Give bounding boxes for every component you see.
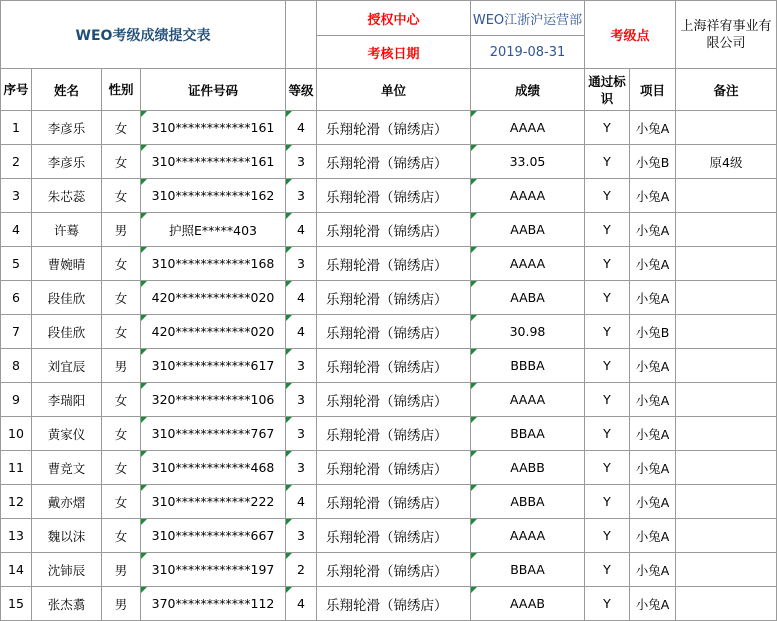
pass-cell: Y — [585, 213, 630, 247]
level-cell: 3 — [286, 451, 317, 485]
item-cell: 小兔A — [630, 383, 676, 417]
id-number-cell: 护照E*****403 — [141, 213, 286, 247]
item-cell: 小兔A — [630, 349, 676, 383]
gender-cell: 女 — [102, 485, 141, 519]
seq-cell: 10 — [1, 417, 32, 451]
gender-cell: 女 — [102, 519, 141, 553]
unit-cell: 乐翔轮滑（锦绣店） — [317, 349, 471, 383]
id-number-cell: 310************168 — [141, 247, 286, 281]
table-row — [1, 213, 777, 247]
id-number-cell: 420************020 — [141, 315, 286, 349]
gender-cell: 女 — [102, 247, 141, 281]
pass-cell: Y — [585, 451, 630, 485]
table-row — [1, 519, 777, 553]
level-cell: 4 — [286, 281, 317, 315]
level-cell: 4 — [286, 213, 317, 247]
unit-cell: 乐翔轮滑（锦绣店） — [317, 451, 471, 485]
name-cell: 李彦乐 — [32, 145, 102, 179]
seq-cell: 9 — [1, 383, 32, 417]
remark-cell — [676, 485, 777, 519]
id-number-cell: 320************106 — [141, 383, 286, 417]
pass-cell: Y — [585, 281, 630, 315]
level-cell: 3 — [286, 417, 317, 451]
seq-cell: 11 — [1, 451, 32, 485]
form-title: WEO考级成绩提交表 — [1, 1, 286, 69]
seq-cell: 1 — [1, 111, 32, 145]
id-number-cell: 310************161 — [141, 145, 286, 179]
score-cell: BBBA — [471, 349, 585, 383]
remark-cell — [676, 247, 777, 281]
item-cell: 小兔A — [630, 519, 676, 553]
item-cell: 小兔B — [630, 315, 676, 349]
remark-cell: 原4级 — [676, 145, 777, 179]
unit-cell: 乐翔轮滑（锦绣店） — [317, 111, 471, 145]
unit-cell: 乐翔轮滑（锦绣店） — [317, 519, 471, 553]
score-cell: BBAA — [471, 553, 585, 587]
id-number-cell: 310************767 — [141, 417, 286, 451]
table-row — [1, 349, 777, 383]
remark-cell — [676, 383, 777, 417]
col-id-header: 证件号码 — [141, 69, 286, 111]
seq-cell: 3 — [1, 179, 32, 213]
seq-cell: 7 — [1, 315, 32, 349]
col-remark-header: 备注 — [676, 69, 777, 111]
id-number-cell: 310************468 — [141, 451, 286, 485]
level-cell: 3 — [286, 383, 317, 417]
gender-cell: 女 — [102, 451, 141, 485]
gender-cell: 男 — [102, 587, 141, 621]
remark-cell — [676, 213, 777, 247]
table-row — [1, 145, 777, 179]
column-header-row — [1, 69, 777, 111]
exam-site-label: 考级点 — [585, 1, 676, 69]
name-cell: 朱芯蕊 — [32, 179, 102, 213]
gender-cell: 女 — [102, 111, 141, 145]
table-row — [1, 247, 777, 281]
id-number-cell: 310************667 — [141, 519, 286, 553]
table-row — [1, 553, 777, 587]
seq-cell: 12 — [1, 485, 32, 519]
unit-cell: 乐翔轮滑（锦绣店） — [317, 587, 471, 621]
table-row — [1, 315, 777, 349]
pass-cell: Y — [585, 485, 630, 519]
score-cell: AAAA — [471, 247, 585, 281]
pass-cell: Y — [585, 587, 630, 621]
col-score-header: 成绩 — [471, 69, 585, 111]
unit-cell: 乐翔轮滑（锦绣店） — [317, 417, 471, 451]
remark-cell — [676, 519, 777, 553]
pass-cell: Y — [585, 315, 630, 349]
seq-cell: 14 — [1, 553, 32, 587]
score-cell: AAAA — [471, 179, 585, 213]
level-cell: 4 — [286, 315, 317, 349]
pass-cell: Y — [585, 519, 630, 553]
id-number-cell: 310************222 — [141, 485, 286, 519]
remark-cell — [676, 349, 777, 383]
id-number-cell: 310************617 — [141, 349, 286, 383]
level-cell: 3 — [286, 247, 317, 281]
blank-cell — [286, 1, 317, 69]
name-cell: 曹竞文 — [32, 451, 102, 485]
pass-cell: Y — [585, 145, 630, 179]
seq-cell: 15 — [1, 587, 32, 621]
table-row — [1, 179, 777, 213]
item-cell: 小兔A — [630, 417, 676, 451]
level-cell: 3 — [286, 145, 317, 179]
score-cell: AABA — [471, 281, 585, 315]
seq-cell: 4 — [1, 213, 32, 247]
exam-date-value: 2019-08-31 — [471, 36, 585, 69]
gender-cell: 男 — [102, 553, 141, 587]
name-cell: 段佳欣 — [32, 315, 102, 349]
unit-cell: 乐翔轮滑（锦绣店） — [317, 553, 471, 587]
level-cell: 4 — [286, 587, 317, 621]
item-cell: 小兔A — [630, 111, 676, 145]
table-row — [1, 383, 777, 417]
remark-cell — [676, 451, 777, 485]
score-cell: 30.98 — [471, 315, 585, 349]
id-number-cell: 310************197 — [141, 553, 286, 587]
item-cell: 小兔B — [630, 145, 676, 179]
unit-cell: 乐翔轮滑（锦绣店） — [317, 281, 471, 315]
gender-cell: 男 — [102, 213, 141, 247]
score-cell: BBAA — [471, 417, 585, 451]
name-cell: 魏以沫 — [32, 519, 102, 553]
item-cell: 小兔A — [630, 485, 676, 519]
seq-cell: 2 — [1, 145, 32, 179]
pass-cell: Y — [585, 111, 630, 145]
unit-cell: 乐翔轮滑（锦绣店） — [317, 315, 471, 349]
level-cell: 4 — [286, 111, 317, 145]
name-cell: 戴亦熠 — [32, 485, 102, 519]
auth-center-value: WEO江浙沪运营部 — [471, 1, 585, 36]
gender-cell: 女 — [102, 281, 141, 315]
col-gender-header: 性别 — [102, 69, 141, 111]
auth-center-label: 授权中心 — [317, 1, 471, 36]
remark-cell — [676, 417, 777, 451]
id-number-cell: 420************020 — [141, 281, 286, 315]
item-cell: 小兔A — [630, 213, 676, 247]
score-cell: AAAA — [471, 111, 585, 145]
score-cell: 33.05 — [471, 145, 585, 179]
seq-cell: 8 — [1, 349, 32, 383]
pass-cell: Y — [585, 553, 630, 587]
pass-cell: Y — [585, 179, 630, 213]
id-number-cell: 370************112 — [141, 587, 286, 621]
name-cell: 许蓦 — [32, 213, 102, 247]
gender-cell: 女 — [102, 383, 141, 417]
item-cell: 小兔A — [630, 553, 676, 587]
score-cell: AABA — [471, 213, 585, 247]
unit-cell: 乐翔轮滑（锦绣店） — [317, 485, 471, 519]
gender-cell: 女 — [102, 417, 141, 451]
unit-cell: 乐翔轮滑（锦绣店） — [317, 179, 471, 213]
level-cell: 4 — [286, 485, 317, 519]
item-cell: 小兔A — [630, 451, 676, 485]
table-row — [1, 587, 777, 621]
unit-cell: 乐翔轮滑（锦绣店） — [317, 383, 471, 417]
col-level-header: 等级 — [286, 69, 317, 111]
id-number-cell: 310************161 — [141, 111, 286, 145]
table-row — [1, 417, 777, 451]
name-cell: 李瑞阳 — [32, 383, 102, 417]
table-row — [1, 111, 777, 145]
gender-cell: 男 — [102, 349, 141, 383]
remark-cell — [676, 281, 777, 315]
score-cell: ABBA — [471, 485, 585, 519]
col-seq-header: 序号 — [1, 69, 32, 111]
pass-cell: Y — [585, 417, 630, 451]
seq-cell: 5 — [1, 247, 32, 281]
table-row — [1, 451, 777, 485]
name-cell: 段佳欣 — [32, 281, 102, 315]
col-name-header: 姓名 — [32, 69, 102, 111]
level-cell: 3 — [286, 179, 317, 213]
level-cell: 3 — [286, 349, 317, 383]
remark-cell — [676, 553, 777, 587]
col-pass-header: 通过标识 — [585, 69, 630, 111]
gender-cell: 女 — [102, 145, 141, 179]
table-row — [1, 485, 777, 519]
name-cell: 黄家仪 — [32, 417, 102, 451]
name-cell: 李彦乐 — [32, 111, 102, 145]
id-number-cell: 310************162 — [141, 179, 286, 213]
name-cell: 刘宜辰 — [32, 349, 102, 383]
col-item-header: 项目 — [630, 69, 676, 111]
name-cell: 沈铈辰 — [32, 553, 102, 587]
gender-cell: 女 — [102, 179, 141, 213]
score-cell: AAAA — [471, 519, 585, 553]
score-cell: AAAA — [471, 383, 585, 417]
table-row — [1, 281, 777, 315]
remark-cell — [676, 111, 777, 145]
name-cell: 张杰翥 — [32, 587, 102, 621]
score-cell: AABB — [471, 451, 585, 485]
exam-date-label: 考核日期 — [317, 36, 471, 69]
remark-cell — [676, 315, 777, 349]
pass-cell: Y — [585, 247, 630, 281]
level-cell: 3 — [286, 519, 317, 553]
unit-cell: 乐翔轮滑（锦绣店） — [317, 213, 471, 247]
item-cell: 小兔A — [630, 247, 676, 281]
col-unit-header: 单位 — [317, 69, 471, 111]
seq-cell: 13 — [1, 519, 32, 553]
remark-cell — [676, 179, 777, 213]
seq-cell: 6 — [1, 281, 32, 315]
exam-site-value: 上海祥宥事业有限公司 — [676, 1, 777, 69]
pass-cell: Y — [585, 349, 630, 383]
name-cell: 曹婉晴 — [32, 247, 102, 281]
item-cell: 小兔A — [630, 281, 676, 315]
level-cell: 2 — [286, 553, 317, 587]
item-cell: 小兔A — [630, 587, 676, 621]
gender-cell: 女 — [102, 315, 141, 349]
score-cell: AAAB — [471, 587, 585, 621]
pass-cell: Y — [585, 383, 630, 417]
unit-cell: 乐翔轮滑（锦绣店） — [317, 247, 471, 281]
unit-cell: 乐翔轮滑（锦绣店） — [317, 145, 471, 179]
item-cell: 小兔A — [630, 179, 676, 213]
remark-cell — [676, 587, 777, 621]
